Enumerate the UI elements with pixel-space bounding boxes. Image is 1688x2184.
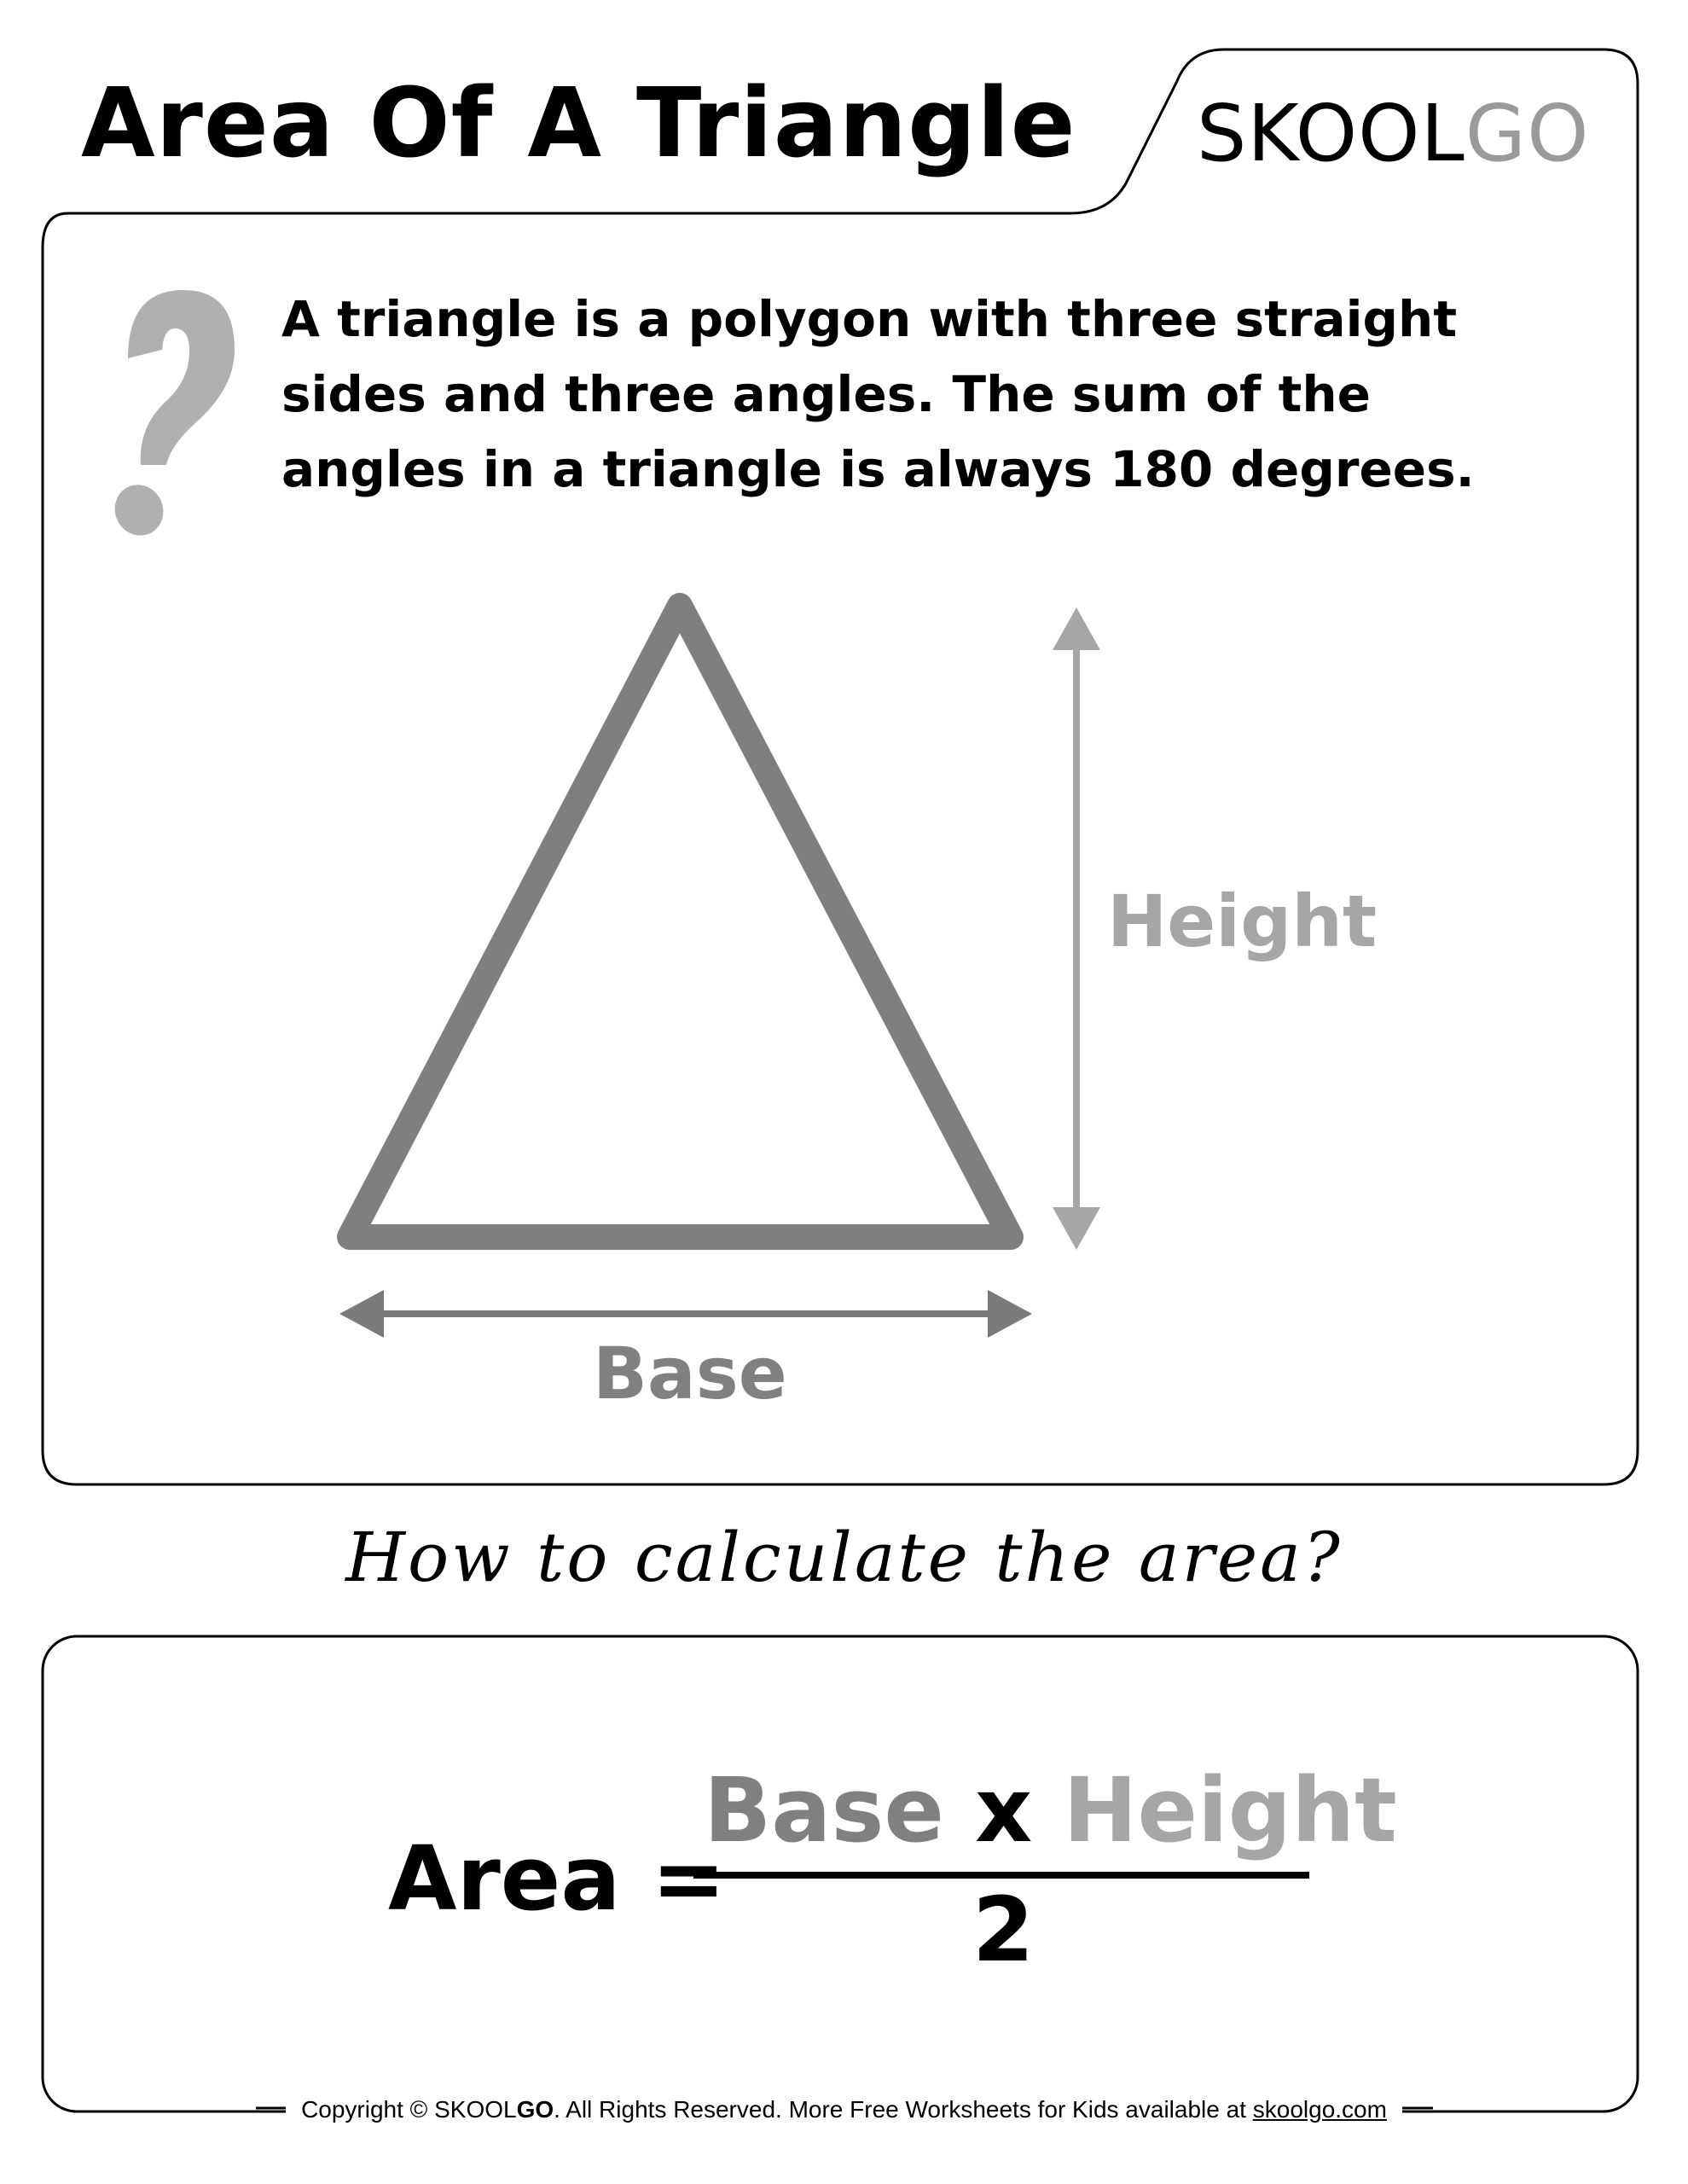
triangle-shape [350,606,1011,1237]
footer [0,2095,1688,2124]
logo-main: SKOOL [1197,88,1465,179]
formula-lhs: Area = [388,1827,726,1931]
formula-numerator [704,1757,1397,1864]
page-title: Area Of A Triangle [81,68,1076,179]
question-mark-icon [107,290,235,543]
numerator-operator: x [975,1758,1033,1862]
footer-rest: . All Rights Reserved. More Free Worksheets for Kids available at [554,2096,1253,2123]
skoolgo-logo [1197,87,1590,181]
height-arrow-icon [1053,607,1100,1250]
footer-copyright: Copyright © SKOOL [301,2096,517,2123]
intro-text: A triangle is a polygon with three straight sides and three angles. The sum of the angles in a triangle is always 180 degrees. [281,290,1475,498]
top-panel-border [43,49,1638,1484]
footer-brand: GO [516,2096,554,2123]
height-label: Height [1107,880,1378,963]
base-label: Base [593,1332,787,1415]
numerator-height: Height [1063,1758,1397,1862]
footer-link[interactable]: skoolgo.com [1252,2096,1387,2123]
formula-denominator: 2 [972,1878,1035,1982]
question-heading: How to calculate the area? [345,1518,1343,1597]
numerator-base: Base [704,1758,944,1862]
logo-accent: GO [1465,88,1590,179]
